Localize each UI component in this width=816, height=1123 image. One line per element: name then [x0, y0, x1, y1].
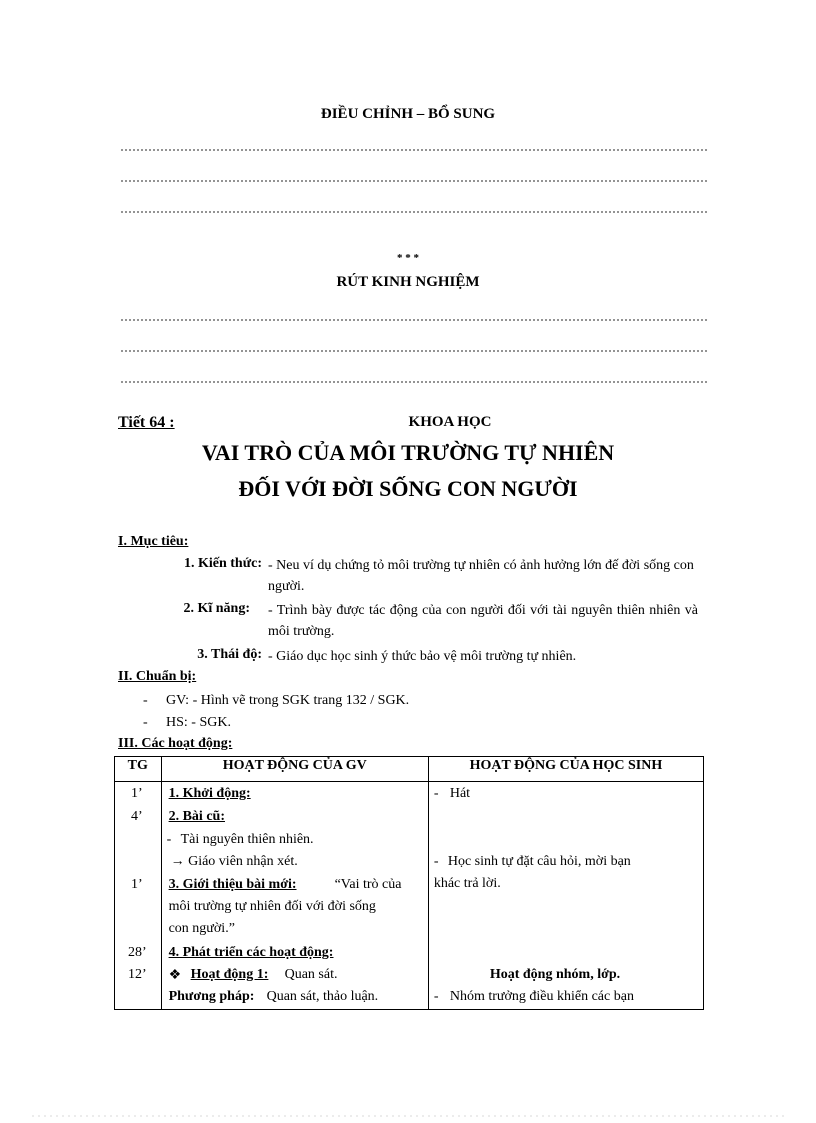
old-lesson-note: → Giáo viên nhận xét. — [170, 854, 298, 869]
dotted-line — [120, 381, 708, 383]
list-bullet: - — [433, 854, 439, 869]
experience-heading: RÚT KINH NGHIỆM — [336, 274, 480, 290]
attitude-text: - Giáo dục học sinh ý thức bảo vệ môi trường tự nhiên. — [268, 649, 577, 664]
time-value: 28’ — [128, 945, 147, 960]
student-line: Nhóm trưởng điều khiển các bạn — [449, 989, 634, 1004]
teacher-cell — [163, 783, 427, 1008]
lesson-title-line2: ĐỐI VỚI ĐỜI SỐNG CON NGƯỜI — [238, 476, 578, 501]
step-intro-label: 3. Giới thiệu bài mới: — [168, 877, 297, 892]
step-develop: 4. Phát triển các hoạt động: — [168, 945, 334, 960]
student-line: Hát — [449, 786, 471, 801]
lesson-title-line1: VAI TRÒ CỦA MÔI TRƯỜNG TỰ NHIÊN — [201, 440, 615, 465]
dotted-line — [120, 319, 708, 321]
student-line: Học sinh tự đặt câu hỏi, mời bạn — [447, 854, 631, 869]
knowledge-label: 1. Kiến thức: — [183, 556, 262, 571]
step-intro-text: con người.” — [168, 921, 235, 936]
activities-table — [114, 756, 704, 1010]
prep-hs: HS: - SGK. — [166, 715, 231, 730]
time-value: 1’ — [131, 877, 143, 892]
dotted-line — [120, 180, 708, 182]
lesson-number: Tiết 64 : — [118, 414, 175, 431]
activities-heading: III. Các hoạt động: — [118, 736, 233, 751]
list-bullet: - — [433, 989, 439, 1004]
activity1-text: Quan sát. — [284, 967, 338, 982]
time-cell — [116, 783, 160, 1008]
prep-gv: GV: - Hình vẽ trong SGK trang 132 / SGK. — [166, 693, 410, 708]
preparation-heading: II. Chuẩn bị: — [118, 669, 197, 684]
skills-text: - Trình bày được tác động của con người đối với tài nguyên thiên nhiên và môi trường. — [268, 603, 698, 639]
step-old-lesson: 2. Bài cũ: — [168, 809, 225, 824]
col-header-student: HOẠT ĐỘNG CỦA HỌC SINH — [428, 757, 703, 782]
page-footer-line — [30, 1115, 786, 1117]
separator-stars: * * * — [397, 252, 419, 264]
prep-bullet: - — [143, 715, 148, 730]
attitude-label: 3. Thái độ: — [197, 647, 262, 662]
method-text: Quan sát, thảo luận. — [266, 989, 379, 1004]
step-warmup: 1. Khởi động: — [168, 786, 251, 801]
col-header-teacher: HOẠT ĐỘNG CỦA GV — [161, 757, 428, 782]
method-label: Phương pháp: — [168, 989, 255, 1004]
time-value: 4’ — [131, 809, 143, 824]
knowledge-text: - Neu ví dụ chứng tỏ môi trường tự nhiên có ảnh hưởng lớn đế đời sống con người. — [268, 558, 694, 594]
prep-bullet: - — [143, 693, 148, 708]
step-intro-text: môi trường tự nhiên đối với đời sống — [168, 899, 376, 914]
step-intro-text: “Vai trò của — [334, 877, 402, 892]
list-bullet: - — [433, 786, 439, 801]
student-cell — [430, 783, 702, 1008]
objectives-heading: I. Mục tiêu: — [118, 534, 189, 549]
time-value: 1’ — [131, 786, 143, 801]
diamond-bullet-icon: ❖ — [168, 968, 182, 983]
old-lesson-item: Tài nguyên thiên nhiên. — [180, 832, 314, 847]
activity1-label: Hoạt động 1: — [190, 967, 269, 982]
student-group-label: Hoạt động nhóm, lớp. — [489, 967, 621, 982]
student-line: khác trả lời. — [433, 876, 501, 891]
adjust-heading: ĐIỀU CHỈNH – BỔ SUNG — [320, 106, 496, 122]
lesson-subject: KHOA HỌC — [408, 414, 492, 430]
dotted-line — [120, 211, 708, 213]
time-value: 12’ — [128, 967, 147, 982]
list-bullet: - — [166, 832, 172, 847]
dotted-line — [120, 350, 708, 352]
skills-label: 2. Kĩ năng: — [183, 601, 250, 616]
col-header-time: TG — [115, 757, 162, 782]
dotted-line — [120, 149, 708, 151]
